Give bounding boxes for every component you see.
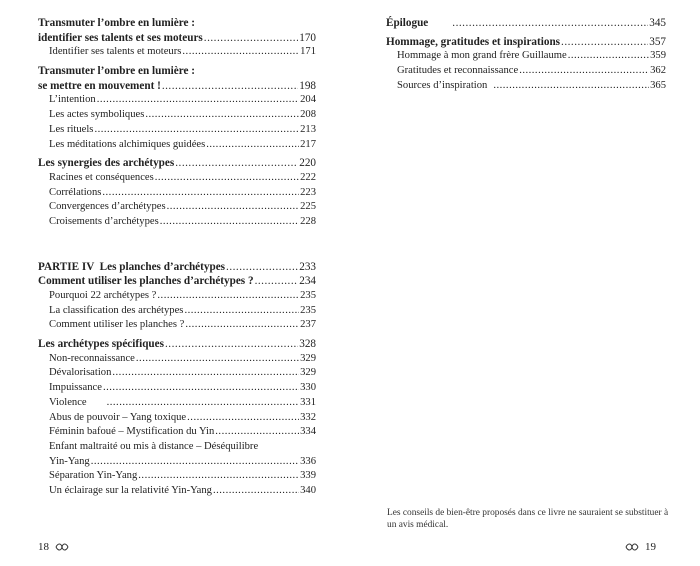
toc-entry-page: 357 [649, 35, 666, 48]
dot-leader [102, 186, 299, 201]
toc-entry-label: Transmuter l’ombre en lumière : [38, 17, 196, 29]
toc-entry-label: Racines et conséquences [49, 171, 154, 183]
toc-entry [38, 455, 316, 470]
toc-entry-page: 237 [300, 319, 316, 331]
toc-entry-label: Pourquoi 22 archétypes ? [49, 290, 157, 301]
dot-leader [187, 411, 299, 426]
toc-entry-page: 345 [649, 17, 666, 29]
toc-part-heading [38, 260, 316, 275]
toc-entry [386, 64, 666, 79]
page-number-left [38, 541, 69, 553]
toc-entry-label: Les rituels [49, 123, 94, 135]
toc-entry-page: 217 [300, 138, 316, 150]
toc-entry-label: Hommage, gratitudes et inspirations [386, 35, 561, 48]
toc-entry [38, 274, 316, 289]
dot-leader [175, 156, 298, 171]
toc-entry-label: Les synergies des archétypes [38, 157, 175, 170]
dot-leader [162, 79, 298, 94]
toc-entry-page: 336 [300, 455, 316, 467]
toc-entry [386, 49, 666, 64]
toc-entry-label: Sources d’inspiration [397, 79, 488, 91]
toc-entry-label: Transmuter l’ombre en lumière : [38, 65, 196, 78]
toc-entry-page: 328 [299, 338, 316, 351]
toc-entry [38, 215, 316, 230]
toc-entry-label: Les méditations alchimiques guidées [49, 138, 206, 150]
toc-entry-label: Non-reconnaissance [49, 352, 135, 364]
toc-entry-label: se mettre en mouvement ! [38, 79, 161, 92]
toc-entry [38, 411, 316, 426]
toc-entry-label: Comment utiliser les planches ? [49, 319, 185, 331]
dot-leader [97, 93, 299, 108]
fleuron-icon [55, 543, 69, 551]
toc-entry-label: Yin-Yang [49, 455, 90, 467]
toc-entry-page: 359 [650, 50, 666, 62]
dot-leader [561, 35, 648, 50]
toc-entry-page: 331 [300, 396, 316, 408]
toc-entry [38, 289, 316, 304]
toc-entry-label: Les archétypes spécifiques [38, 338, 164, 351]
toc-entry-label: Dévalorisation [49, 367, 112, 379]
dot-leader [112, 366, 299, 381]
toc-entry-label: Violence [49, 396, 87, 408]
dot-leader [519, 64, 649, 79]
folio-number: 18 [38, 541, 49, 553]
dot-leader [167, 200, 300, 215]
toc-entry [38, 381, 316, 396]
dot-leader [138, 469, 299, 484]
dot-leader [204, 31, 298, 46]
toc-entry-label: Féminin bafoué – Mystification du Yin [49, 426, 215, 438]
dot-leader [215, 425, 299, 440]
toc-entry-page: 171 [300, 46, 316, 58]
toc-entry-label: Enfant maltraité ou mis à distance – Déséquilibre [49, 440, 259, 452]
toc-entry [38, 93, 316, 108]
dot-leader [452, 16, 648, 31]
toc-entry [38, 425, 316, 440]
toc-entry-label: Hommage à mon grand frère Guillaume [397, 50, 567, 62]
toc-entry-label: La classification des archétypes [49, 304, 184, 316]
toc-entry [38, 45, 316, 60]
toc-left [38, 16, 316, 499]
toc-entry-label: Séparation Yin-Yang [49, 470, 138, 482]
dot-leader [107, 396, 300, 411]
dot-leader [94, 123, 299, 138]
toc-entry [38, 440, 316, 455]
toc-entry-page: 234 [299, 275, 316, 288]
dot-leader [206, 138, 299, 153]
toc-entry-page: 213 [300, 123, 316, 135]
toc-entry-page: 332 [300, 411, 316, 423]
toc-entry-page: 223 [300, 186, 316, 198]
dot-leader [155, 171, 299, 186]
toc-entry [38, 352, 316, 367]
toc-entry-page: 170 [299, 31, 316, 44]
toc-entry-page: 334 [300, 426, 316, 438]
toc-entry-label: Identifier ses talents et moteurs [49, 46, 182, 58]
toc-entry [38, 123, 316, 138]
toc-entry-page: 235 [300, 290, 316, 301]
toc-entry-page: 340 [300, 484, 316, 496]
dot-leader [157, 289, 299, 304]
dot-leader [568, 49, 649, 64]
toc-entry-page: 233 [299, 260, 316, 273]
toc-entry-page: 329 [300, 367, 316, 379]
toc-entry [38, 318, 316, 333]
toc-entry-label: Corrélations [49, 186, 102, 198]
toc-entry-label: Les actes symboliques [49, 109, 145, 121]
toc-entry-page: 235 [300, 304, 316, 316]
toc-entry-page: 228 [300, 215, 316, 227]
toc-entry [38, 31, 316, 46]
toc-entry-page: 198 [299, 79, 316, 92]
toc-entry [386, 35, 666, 50]
toc-entry-page: 362 [650, 65, 666, 77]
toc-entry-page: 365 [650, 79, 666, 91]
dot-leader [184, 304, 299, 319]
toc-entry-label: L’intention [49, 94, 96, 106]
toc-entry [38, 108, 316, 123]
dot-leader [255, 274, 299, 289]
toc-right [386, 16, 666, 93]
toc-entry [38, 156, 316, 171]
toc-entry-label: Épilogue [386, 17, 429, 29]
toc-entry-label: identifier ses talents et ses moteurs [38, 31, 203, 44]
toc-entry [38, 484, 316, 499]
toc-entry [386, 79, 666, 94]
page-number-right [625, 541, 656, 553]
dot-leader [493, 79, 649, 94]
toc-entry [38, 138, 316, 153]
toc-entry [38, 396, 316, 411]
dot-leader [165, 337, 298, 352]
toc-entry [38, 366, 316, 381]
toc-entry-label: Impuissance [49, 382, 102, 394]
toc-entry-page: 208 [300, 109, 316, 121]
toc-entry-label: Comment utiliser les planches d’archétypes ? [38, 275, 254, 288]
dot-leader [160, 215, 299, 230]
medical-disclaimer: Les conseils de bien-être proposés dans ce livre ne sauraient se substituer à un avis médical. [387, 508, 669, 531]
toc-entry-label: Croisements d’archétypes [49, 215, 159, 227]
toc-entry [38, 171, 316, 186]
dot-leader [103, 381, 299, 396]
toc-entry-label: Abus de pouvoir – Yang toxique [49, 411, 187, 423]
toc-entry [38, 16, 316, 31]
toc-entry-label: Convergences d’archétypes [49, 201, 166, 213]
toc-entry-label: Gratitudes et reconnaissance [397, 65, 519, 77]
toc-entry-page: 220 [299, 157, 316, 170]
toc-entry-page: 225 [300, 201, 316, 213]
dot-leader [213, 484, 299, 499]
toc-entry [38, 79, 316, 94]
fleuron-icon [625, 543, 639, 551]
toc-entry [38, 337, 316, 352]
dot-leader [145, 108, 299, 123]
dot-leader [226, 260, 298, 275]
toc-entry-page: 204 [300, 94, 316, 106]
toc-entry [38, 186, 316, 201]
toc-entry-label: Un éclairage sur la relativité Yin-Yang [49, 484, 212, 496]
dot-leader [136, 352, 299, 367]
toc-entry [386, 16, 666, 31]
toc-entry [38, 304, 316, 319]
dot-leader [182, 45, 299, 60]
toc-entry-page: 330 [300, 382, 316, 394]
dot-leader [91, 455, 299, 470]
dot-leader [185, 318, 299, 333]
toc-entry [38, 200, 316, 215]
right-page [350, 0, 700, 566]
folio-number: 19 [645, 541, 656, 553]
toc-entry [38, 469, 316, 484]
toc-entry [38, 64, 316, 79]
toc-entry-page: 339 [300, 470, 316, 482]
toc-entry-page: 222 [300, 171, 316, 183]
toc-entry-page: 329 [300, 352, 316, 364]
toc-entry-label: PARTIE IV Les planches d’archétypes [38, 260, 226, 273]
